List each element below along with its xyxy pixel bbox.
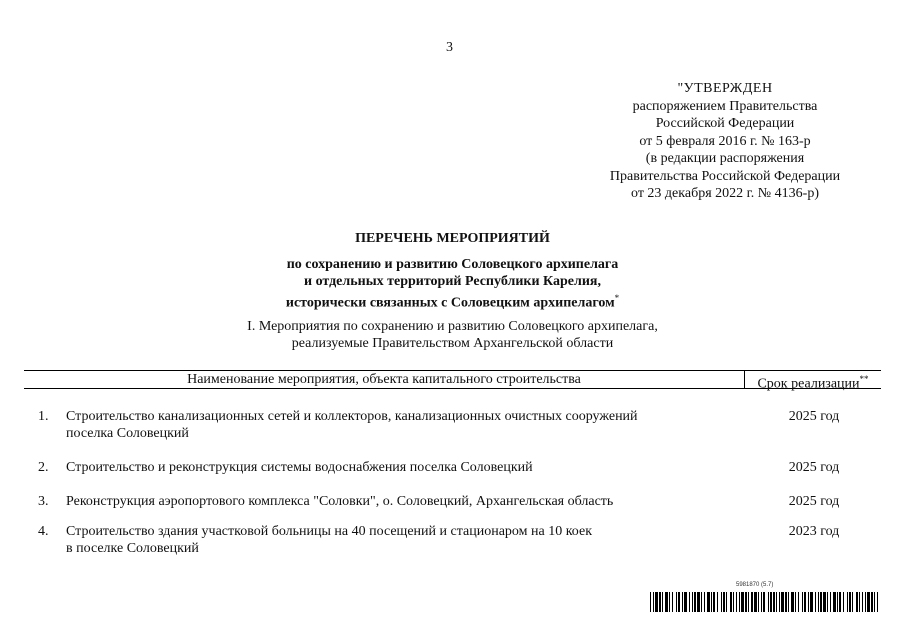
- row-term: 2025 год: [788, 409, 840, 424]
- barcode: [650, 592, 878, 612]
- document-subtitle-line: и отдельных территорий Республики Карелия,: [304, 274, 601, 289]
- barcode-number: 5981870 (5.7): [736, 582, 774, 588]
- approval-line: Правительства Российской Федерации: [609, 168, 841, 184]
- section-heading-line: реализуемые Правительством Архангельской области: [291, 336, 614, 351]
- column-header-term: [745, 371, 881, 392]
- column-header-term-label: Срок реализации: [757, 376, 860, 392]
- row-term: 2025 год: [788, 494, 840, 509]
- column-header-name: Наименование мероприятия, объекта капитального строительства: [24, 371, 745, 388]
- document-title: ПЕРЕЧЕНЬ МЕРОПРИЯТИЙ: [355, 231, 550, 246]
- approval-line: распоряжением Правительства: [632, 98, 818, 114]
- row-description-line: Строительство и реконструкция системы водоснабжения поселка Соловецкий: [66, 460, 533, 475]
- row-description-line: в поселке Соловецкий: [66, 541, 199, 556]
- approval-line: (в редакции распоряжения: [645, 151, 805, 166]
- approval-line: "УТВЕРЖДЕН: [677, 81, 773, 96]
- document-title-block: [0, 230, 905, 312]
- footnote-mark: **: [859, 374, 869, 384]
- row-description: [66, 523, 726, 557]
- document-subtitle-line: [0, 290, 905, 312]
- section-heading: [0, 318, 905, 352]
- row-number: 3.: [38, 494, 49, 509]
- row-number: 1.: [38, 409, 49, 424]
- row-term: 2023 год: [788, 524, 840, 539]
- subtitle-text: исторически связанных с Соловецким архипелагом: [285, 295, 615, 311]
- row-description-line: поселка Соловецкий: [66, 426, 189, 441]
- section-heading-line: I. Мероприятия по сохранению и развитию Соловецкого архипелага,: [247, 319, 658, 334]
- approval-line: от 23 декабря 2022 г. № 4136-р): [631, 186, 819, 201]
- row-description: [66, 493, 726, 510]
- approval-stamp: [560, 80, 890, 203]
- page-number: 3: [446, 40, 453, 55]
- document-subtitle-line: по сохранению и развитию Соловецкого архипелага: [286, 257, 619, 272]
- approval-line: Российской Федерации: [655, 116, 795, 131]
- row-description: [66, 408, 726, 442]
- row-description-line: Реконструкция аэропортового комплекса "Соловки", о. Соловецкий, Архангельская область: [66, 494, 614, 509]
- row-description-line: Строительство здания участковой больницы на 40 посещений и стационаром на 10 коек: [66, 524, 592, 539]
- row-number: 2.: [38, 460, 49, 475]
- table-header: [24, 370, 881, 392]
- row-number: 4.: [38, 524, 49, 539]
- approval-line: от 5 февраля 2016 г. № 163-р: [639, 133, 811, 149]
- row-term: 2025 год: [788, 460, 840, 475]
- footnote-mark: *: [614, 293, 620, 303]
- row-description: [66, 459, 726, 476]
- row-description-line: Строительство канализационных сетей и коллекторов, канализационных очистных сооружений: [66, 409, 638, 424]
